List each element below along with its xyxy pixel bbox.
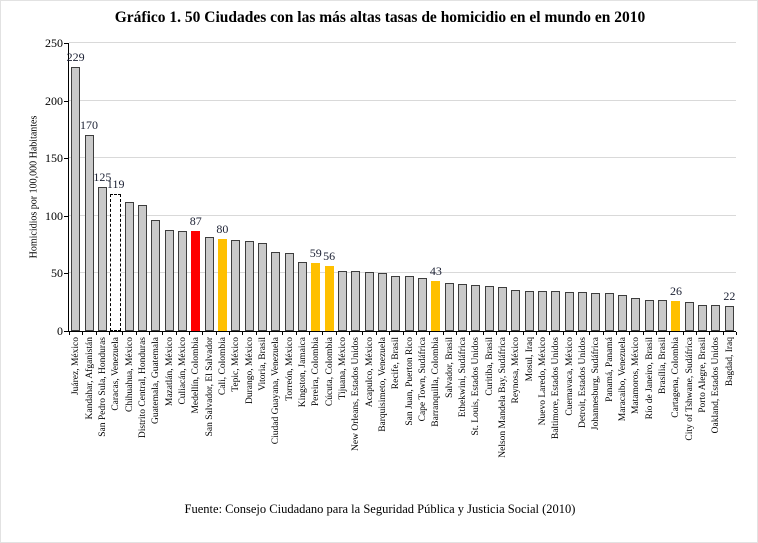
- bar-value-label: 170: [80, 118, 98, 132]
- x-tick: [189, 332, 190, 335]
- x-tick: [136, 332, 137, 335]
- x-axis-label: Juárez, México: [71, 337, 82, 396]
- x-tick: [709, 332, 710, 335]
- bar: [565, 292, 574, 331]
- x-axis-label: San Juan, Puerton Rico: [404, 337, 415, 426]
- y-tick-label: 150: [45, 151, 63, 166]
- bar: [485, 286, 494, 331]
- bar-value-label: 59: [309, 246, 322, 260]
- bar: [725, 306, 734, 331]
- x-tick: [683, 332, 684, 335]
- bar: [338, 271, 347, 331]
- source-note: Fuente: Consejo Ciudadano para la Seguridad Pública y Justicia Social (2010): [184, 502, 576, 516]
- x-tick: [109, 332, 110, 335]
- x-tick: [736, 332, 737, 335]
- bar: [591, 293, 600, 331]
- bar: [671, 301, 680, 331]
- x-axis-label: Matamoros, México: [631, 337, 642, 415]
- x-axis-label: Panamá, Panamá: [604, 337, 615, 402]
- x-axis-label: Salvador, Brasil: [444, 337, 455, 398]
- x-axis-label: Baltimore, Estados Unidos: [551, 337, 562, 440]
- bar: [205, 237, 214, 331]
- bar-value-label: 119: [106, 177, 125, 191]
- bar: [618, 295, 627, 331]
- x-tick: [669, 332, 670, 335]
- x-tick: [629, 332, 630, 335]
- bar: [698, 305, 707, 331]
- x-axis-label: Cartagena, Colombia: [671, 337, 682, 418]
- x-axis-label: Kingston, Jamaica: [297, 337, 308, 408]
- x-axis-label: Distrito Central, Honduras: [137, 337, 148, 439]
- x-axis-label: Tepic, México: [231, 337, 242, 392]
- gridline: [69, 100, 736, 101]
- bar-value-label: 22: [723, 289, 736, 303]
- x-tick: [122, 332, 123, 335]
- x-tick: [523, 332, 524, 335]
- x-tick: [723, 332, 724, 335]
- x-axis-label: San Salvador, El Salvador: [204, 337, 215, 437]
- bar: [431, 281, 440, 331]
- x-axis-label: Durango, México: [244, 337, 255, 405]
- bar: [351, 271, 360, 331]
- y-tick-label: 200: [45, 93, 63, 108]
- x-tick: [282, 332, 283, 335]
- x-tick: [429, 332, 430, 335]
- bar: [258, 243, 267, 331]
- x-axis-label: Guatemala, Guatemala: [151, 337, 162, 425]
- x-tick: [69, 332, 70, 335]
- bar: [551, 291, 560, 331]
- x-tick: [229, 332, 230, 335]
- bar: [271, 252, 280, 331]
- x-tick: [496, 332, 497, 335]
- x-tick: [309, 332, 310, 335]
- x-axis-label: Ciudad Guayana, Venezuela: [271, 337, 282, 445]
- x-tick: [82, 332, 83, 335]
- x-axis-label: Barranquilla, Colombia: [431, 337, 442, 427]
- bar: [605, 293, 614, 331]
- x-tick: [296, 332, 297, 335]
- x-axis-label: Reynosa, México: [511, 337, 522, 404]
- x-tick: [176, 332, 177, 335]
- x-tick: [589, 332, 590, 335]
- x-axis-label: Cali, Colombia: [217, 337, 228, 396]
- x-axis-label: Cúcuta, Colombia: [324, 337, 335, 407]
- bar-value-label: 26: [669, 284, 682, 298]
- bar: [178, 231, 187, 331]
- bar: [631, 298, 640, 331]
- bar: [538, 291, 547, 331]
- bar: [525, 291, 534, 331]
- y-tick-label: 100: [45, 208, 63, 223]
- y-tick-label: 0: [57, 324, 63, 338]
- bar-value-label: 56: [323, 249, 336, 263]
- bar: [325, 266, 334, 331]
- x-tick: [456, 332, 457, 335]
- x-tick: [269, 332, 270, 335]
- x-axis-label: Ethekwini, Sudáfrica: [458, 337, 469, 418]
- bar-value-label: 87: [189, 214, 202, 228]
- y-axis-line: [68, 43, 69, 332]
- bar: [311, 263, 320, 331]
- x-axis-label: Tijuana, México: [337, 337, 348, 400]
- bar: [445, 283, 454, 331]
- bar: [298, 262, 307, 331]
- gridline: [69, 215, 736, 216]
- bar: [138, 205, 147, 331]
- x-axis-label: Nuevo Laredo, México: [538, 337, 549, 426]
- bar: [85, 135, 94, 331]
- bar: [365, 272, 374, 331]
- x-tick: [322, 332, 323, 335]
- x-tick: [349, 332, 350, 335]
- y-axis-title: Homicidios por 100,000 Habitantes: [28, 115, 40, 259]
- bar: [511, 290, 520, 331]
- bar: [125, 202, 134, 331]
- x-axis-label: Maracaibo, Venezuela: [618, 337, 629, 422]
- x-tick: [376, 332, 377, 335]
- x-tick: [696, 332, 697, 335]
- x-axis-label: Johannesburg, Sudáfrica: [591, 337, 602, 431]
- bar: [658, 300, 667, 331]
- x-axis-label: Kandahar, Afganistán: [84, 337, 95, 420]
- bar: [191, 231, 200, 331]
- y-tick-label: 50: [51, 266, 63, 281]
- bar-value-label: 229: [66, 50, 85, 64]
- x-axis-line: [64, 331, 736, 332]
- x-tick: [643, 332, 644, 335]
- x-tick: [389, 332, 390, 335]
- bar: [405, 276, 414, 331]
- x-tick: [216, 332, 217, 335]
- x-tick: [563, 332, 564, 335]
- bar: [378, 273, 387, 331]
- x-axis-label: Río de Janeiro, Brasil: [644, 337, 655, 420]
- x-axis-label: Detroit, Estados Unidos: [578, 337, 589, 429]
- x-axis-label: Barquisimeto, Venezuela: [377, 337, 388, 432]
- x-axis-label: Oakland, Estados Unidos: [711, 337, 722, 434]
- x-tick: [242, 332, 243, 335]
- x-tick: [362, 332, 363, 335]
- x-tick: [616, 332, 617, 335]
- bar: [418, 278, 427, 331]
- x-tick: [403, 332, 404, 335]
- x-axis-label: San Pedro Sula, Honduras: [97, 337, 108, 437]
- bar: [685, 302, 694, 331]
- x-tick: [443, 332, 444, 335]
- x-axis-label: St. Louis, Estados Unidos: [471, 337, 482, 436]
- x-tick: [656, 332, 657, 335]
- gridline: [69, 157, 736, 158]
- x-tick: [416, 332, 417, 335]
- x-axis-label: Cuernavaca, México: [564, 337, 575, 416]
- x-tick: [149, 332, 150, 335]
- bar: [578, 292, 587, 331]
- x-axis-label: Porto Alegre, Brasil: [698, 337, 709, 413]
- bar-value-label: 80: [216, 222, 229, 236]
- x-tick: [483, 332, 484, 335]
- x-axis-label: Vitoria, Brasil: [257, 337, 268, 391]
- x-tick: [256, 332, 257, 335]
- x-axis-label: Medellín, Colombia: [191, 337, 202, 414]
- x-axis-label: City of Tshwane, Sudáfrica: [684, 337, 695, 441]
- bar: [498, 287, 507, 331]
- x-tick: [509, 332, 510, 335]
- x-tick: [336, 332, 337, 335]
- x-axis-label: Torreón, México: [284, 337, 295, 401]
- gridline: [69, 42, 736, 43]
- bar: [71, 67, 80, 331]
- x-tick: [162, 332, 163, 335]
- x-axis-label: Mazatlán, México: [164, 337, 175, 407]
- x-axis-label: Acapulco, México: [364, 337, 375, 408]
- x-axis-label: Mosul, Iraq: [524, 337, 535, 382]
- x-axis-label: Brasília, Brasil: [658, 337, 669, 394]
- bar: [711, 305, 720, 331]
- x-axis-label: Bagdad, Iraq: [724, 337, 735, 387]
- bar: [391, 276, 400, 331]
- bar: [471, 285, 480, 331]
- x-tick: [603, 332, 604, 335]
- x-axis-label: Cape Town, Sudáfrica: [418, 337, 428, 422]
- x-tick: [549, 332, 550, 335]
- y-tick-label: 250: [45, 36, 63, 50]
- x-axis-label: Caracas, Venezuela: [111, 337, 122, 411]
- x-tick: [96, 332, 97, 335]
- x-tick: [469, 332, 470, 335]
- bar: [98, 187, 107, 331]
- bar: [218, 239, 227, 331]
- x-axis-label: Culiacán, México: [177, 337, 188, 405]
- bar: [285, 253, 294, 331]
- bar: [165, 230, 174, 331]
- x-axis-label: Recife, Brasil: [391, 337, 402, 390]
- bar: [151, 220, 160, 331]
- x-axis-label: Pereira, Colombia: [311, 337, 322, 407]
- bar: [110, 194, 121, 331]
- bar: [245, 241, 254, 331]
- x-tick: [202, 332, 203, 335]
- chart-title: Gráfico 1. 50 Ciudades con las más altas tasas de homicidio en el mundo en 2010: [114, 9, 646, 26]
- x-axis-label: Nelson Mandela Bay, Sudáfrica: [498, 337, 509, 458]
- bar-value-label: 43: [429, 264, 442, 278]
- x-axis-label: Chihuahua, México: [124, 337, 135, 412]
- x-axis-label: Curitiba, Brasil: [484, 337, 495, 396]
- bar: [231, 240, 240, 331]
- x-axis-label: New Orleans, Estados Unidos: [351, 337, 362, 451]
- bar: [645, 300, 654, 331]
- x-tick: [576, 332, 577, 335]
- bar: [458, 284, 467, 331]
- x-tick: [536, 332, 537, 335]
- bar-value-label: 125: [93, 170, 112, 184]
